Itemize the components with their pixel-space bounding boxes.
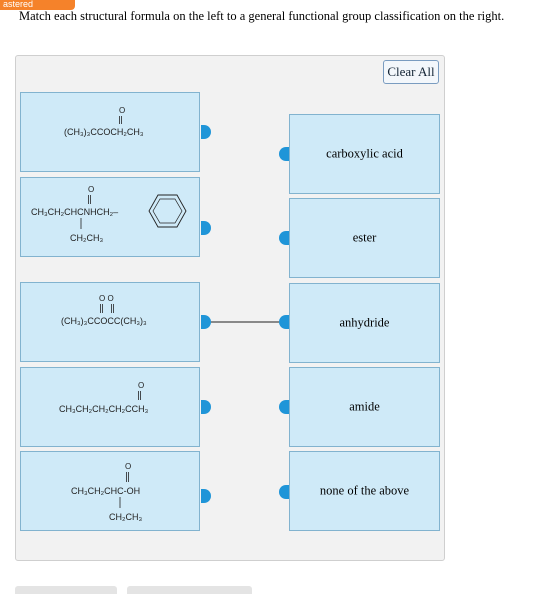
svg-text:CH₃CH₂CHC-OH: CH₃CH₂CHC-OH [71, 486, 141, 496]
classification-5-connector-dot[interactable] [279, 485, 289, 499]
classification-card-2[interactable] [289, 198, 440, 278]
classification-card-3[interactable] [289, 283, 440, 363]
classification-1-connector-dot[interactable] [279, 147, 289, 161]
status-badge: astered [0, 0, 75, 10]
structural-formula-carboxylic-acid [21, 452, 199, 530]
svg-text:CH₃CH₂CH₂CH₂CCH₃: CH₃CH₂CH₂CH₂CCH₃ [59, 404, 149, 414]
classification-card-1[interactable] [289, 114, 440, 194]
classification-3-connector-dot[interactable] [279, 315, 289, 329]
svg-text:CH₂CH₃: CH₂CH₃ [109, 512, 143, 522]
svg-text:O: O [119, 106, 126, 115]
svg-text:CH₂CH₃: CH₂CH₃ [70, 233, 104, 243]
classification-4-connector-dot[interactable] [279, 400, 289, 414]
svg-text:CH₃CH₂CHCNHCH₂–: CH₃CH₂CHCNHCH₂– [31, 207, 119, 217]
formula-card-2[interactable] [20, 177, 200, 257]
classification-label: none of the above [319, 483, 410, 498]
svg-text:(CH₃)₃CCOCH₂CH₃: (CH₃)₃CCOCH₂CH₃ [64, 127, 144, 137]
classification-2-connector-dot[interactable] [279, 231, 289, 245]
svg-text:O: O [125, 462, 132, 471]
classification-card-4[interactable] [289, 367, 440, 447]
structural-formula-ketone [21, 368, 199, 446]
svg-text:O: O [88, 185, 95, 194]
formula-card-4[interactable] [20, 367, 200, 447]
formula-card-5[interactable] [20, 451, 200, 531]
svg-text:O: O [138, 381, 145, 390]
formula-card-3[interactable] [20, 282, 200, 362]
classification-label: carboxylic acid [326, 146, 403, 161]
bottom-tab[interactable] [15, 586, 117, 594]
benzene-ring [149, 195, 186, 227]
classification-label: ester [352, 230, 377, 245]
clear-all-button[interactable]: Clear All [383, 60, 439, 84]
classification-card-5[interactable] [289, 451, 440, 531]
svg-text:O O: O O [99, 294, 114, 303]
classification-label: anhydride [339, 315, 390, 330]
structural-formula-amide [21, 178, 199, 256]
bottom-tab[interactable] [127, 586, 252, 594]
classification-label: amide [349, 399, 380, 414]
structural-formula-ester [21, 93, 199, 171]
structural-formula-anhydride [21, 283, 199, 361]
svg-text:(CH₃)₃CCOCC(CH₃)₃: (CH₃)₃CCOCC(CH₃)₃ [61, 316, 147, 326]
formula-card-1[interactable] [20, 92, 200, 172]
instruction-text: Match each structural formula on the left to a general functional group classification on the right. [19, 9, 505, 23]
